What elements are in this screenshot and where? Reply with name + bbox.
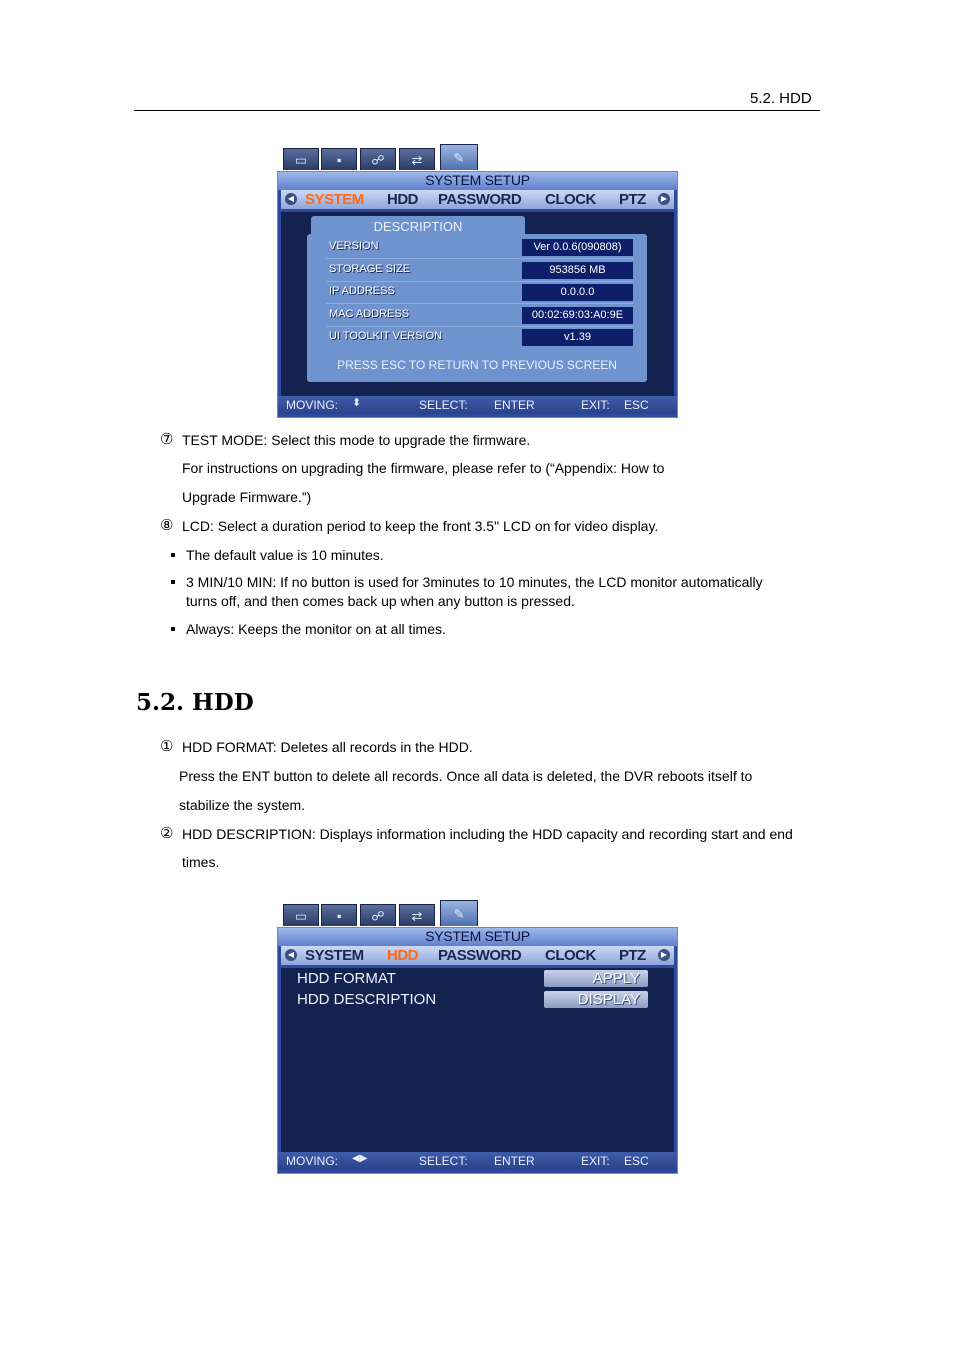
- test-mode-text: TEST MODE: Select this mode to upgrade the firmware.: [182, 432, 531, 448]
- tools-icon: ✎: [453, 906, 465, 921]
- device-icon: ⇄: [411, 152, 423, 167]
- osd-frame: [277, 927, 678, 1174]
- section-heading: 5.2. HDD: [136, 689, 254, 716]
- desc-label: IP ADDRESS: [329, 285, 395, 297]
- osd-tab-strip: [283, 144, 483, 171]
- lcd-text: LCD: Select a duration period to keep the front 3.5" LCD on for video display.: [182, 518, 659, 534]
- status-exit: EXIT:: [581, 1154, 610, 1168]
- desc-row-toolkit: [326, 326, 634, 348]
- osd-status-bar: [278, 396, 677, 414]
- bullet-default: The default value is 10 minutes.: [186, 547, 384, 563]
- tools-icon: ✎: [453, 150, 465, 165]
- running-header: 5.2. HDD: [750, 90, 812, 107]
- item-marker-2: ②: [160, 825, 174, 842]
- desc-row-storage: [326, 259, 634, 282]
- desc-label: STORAGE SIZE: [329, 263, 411, 275]
- test-mode-line2: For instructions on upgrading the firmware, please refer to (“Appendix: How to: [182, 460, 665, 476]
- network-icon: ☍: [371, 908, 385, 923]
- hdd-icon: ▪: [336, 152, 342, 167]
- menu-ptz: PTZ: [619, 191, 646, 208]
- desc-row-version: [326, 236, 634, 259]
- status-select-key: ENTER: [494, 1154, 535, 1168]
- osd-panel: [281, 968, 674, 1152]
- network-icon: ☍: [371, 152, 385, 167]
- header-rule: [134, 110, 820, 111]
- status-moving: MOVING:: [286, 398, 339, 412]
- menu-clock: CLOCK: [545, 191, 596, 208]
- status-moving: MOVING:: [286, 1154, 339, 1168]
- right-arrow-icon: ▶: [658, 193, 670, 205]
- osd-panel: [281, 212, 674, 396]
- description-box: [307, 234, 647, 382]
- menu-clock: CLOCK: [545, 947, 596, 964]
- monitor-icon: ▭: [294, 908, 308, 923]
- hdd-menu-screenshot: [277, 900, 678, 1174]
- status-exit-key: ESC: [624, 1154, 649, 1168]
- network-tab: [360, 904, 396, 926]
- right-arrow-icon: ▶: [658, 949, 670, 961]
- system-tab: [440, 900, 478, 926]
- desc-value: Ver 0.0.6(090808): [522, 239, 633, 256]
- test-mode-line3: Upgrade Firmware.”): [182, 489, 312, 505]
- osd-menu-bar: [281, 190, 674, 209]
- menu-system: SYSTEM: [305, 191, 364, 208]
- left-right-arrow-icon: ◀▶: [352, 1153, 368, 1164]
- desc-label: VERSION: [329, 240, 379, 252]
- osd-menu-bar: [281, 946, 674, 965]
- bullet-icon: [171, 627, 175, 631]
- monitor-icon: ▭: [294, 152, 308, 167]
- hdd-description-line2: times.: [182, 854, 220, 870]
- left-arrow-icon: ◀: [285, 949, 297, 961]
- desc-value: 00:02:69:03:A0:9E: [522, 307, 633, 324]
- menu-system: SYSTEM: [305, 947, 364, 964]
- hdd-icon: ▪: [336, 908, 342, 923]
- record-tab: [321, 904, 357, 926]
- device-icon: ⇄: [411, 908, 423, 923]
- desc-value: v1.39: [522, 329, 633, 346]
- hdd-format-label: HDD FORMAT: [297, 970, 396, 987]
- osd-tab-strip: [283, 900, 483, 927]
- up-down-arrow-icon: ⬍: [352, 397, 362, 409]
- menu-password: PASSWORD: [438, 191, 522, 208]
- description-tab: DESCRIPTION: [311, 216, 525, 238]
- status-exit-key: ESC: [624, 398, 649, 412]
- item-marker-1: ①: [160, 738, 174, 755]
- hdd-description-label: HDD DESCRIPTION: [297, 991, 437, 1008]
- bullet-3min-line1: 3 MIN/10 MIN: If no button is used for 3minutes to 10 minutes, the LCD monitor automatically: [186, 574, 763, 590]
- menu-password: PASSWORD: [438, 947, 522, 964]
- display-tab: [283, 148, 319, 170]
- hdd-format-line3: stabilize the system.: [179, 797, 306, 813]
- osd-status-bar: [278, 1152, 677, 1170]
- device-tab: [399, 148, 435, 170]
- desc-value: 0.0.0.0: [522, 284, 633, 301]
- status-exit: EXIT:: [581, 398, 610, 412]
- status-select: SELECT:: [419, 398, 468, 412]
- menu-ptz: PTZ: [619, 947, 646, 964]
- bullet-icon: [171, 580, 175, 584]
- device-tab: [399, 904, 435, 926]
- status-select-key: ENTER: [494, 398, 535, 412]
- desc-label: MAC ADDRESS: [329, 308, 410, 320]
- menu-hdd: HDD: [387, 191, 418, 208]
- bullet-icon: [171, 553, 175, 557]
- system-description-screenshot: [277, 144, 678, 418]
- desc-row-mac: [326, 304, 634, 327]
- display-tab: [283, 904, 319, 926]
- bullet-always: Always: Keeps the monitor on at all times.: [186, 621, 446, 637]
- network-tab: [360, 148, 396, 170]
- bullet-3min-line2: turns off, and then comes back up when any button is pressed.: [186, 593, 575, 609]
- desc-note: PRESS ESC TO RETURN TO PREVIOUS SCREEN: [337, 358, 617, 372]
- menu-hdd: HDD: [387, 947, 418, 964]
- system-tab: [440, 144, 478, 170]
- left-arrow-icon: ◀: [285, 193, 297, 205]
- osd-frame: [277, 171, 678, 418]
- hdd-format-text: HDD FORMAT: Deletes all records in the HDD.: [182, 739, 473, 755]
- osd-title: SYSTEM SETUP: [278, 928, 677, 946]
- desc-label: UI TOOLKIT VERSION: [329, 330, 443, 342]
- desc-row-ip: [326, 281, 634, 304]
- item-marker-8: ⑧: [160, 517, 174, 534]
- osd-title: SYSTEM SETUP: [278, 172, 677, 190]
- item-marker-7: ⑦: [160, 431, 174, 448]
- desc-value: 953856 MB: [522, 262, 633, 279]
- display-button[interactable]: DISPLAY: [544, 991, 648, 1008]
- record-tab: [321, 148, 357, 170]
- hdd-format-line2: Press the ENT button to delete all records. Once all data is deleted, the DVR reboots itself to: [179, 768, 753, 784]
- hdd-description-text: HDD DESCRIPTION: Displays information including the HDD capacity and recording start and end: [182, 826, 793, 842]
- apply-button[interactable]: APPLY: [544, 970, 648, 987]
- status-select: SELECT:: [419, 1154, 468, 1168]
